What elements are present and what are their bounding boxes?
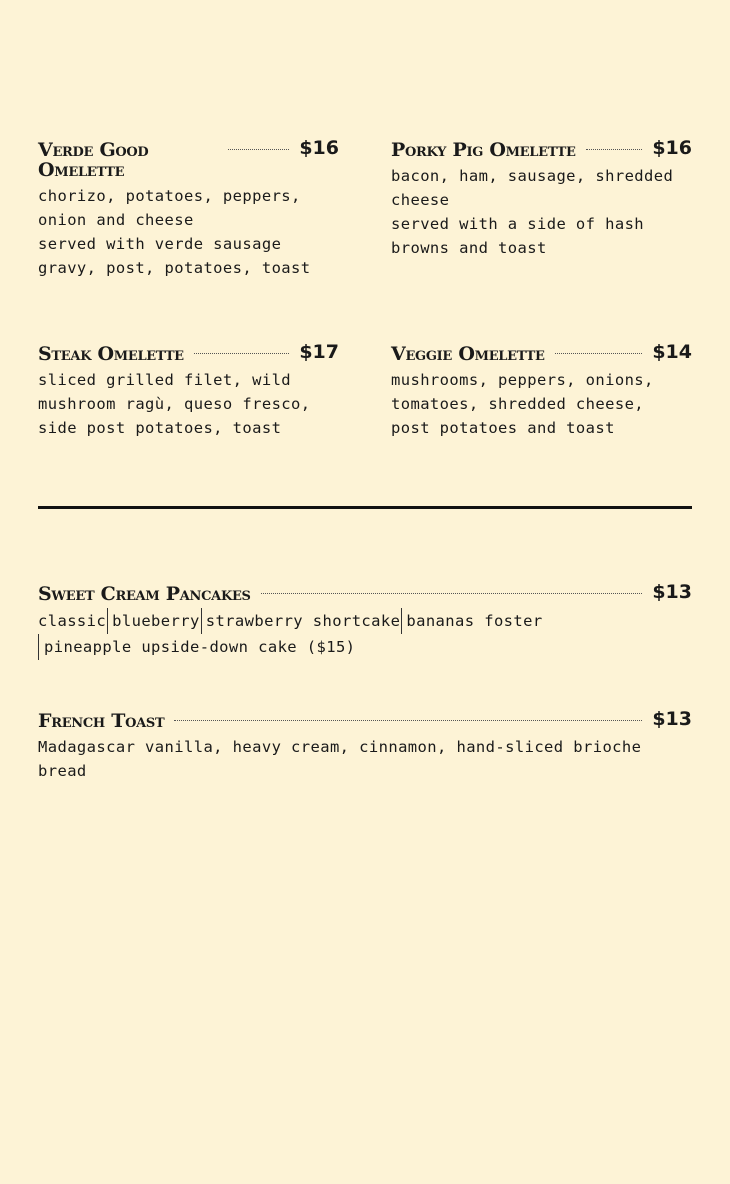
section-divider bbox=[38, 506, 692, 509]
item-header bbox=[38, 709, 692, 731]
item-header bbox=[38, 342, 339, 364]
item-header bbox=[38, 138, 339, 180]
menu-item-sweet-cream-pancakes bbox=[38, 582, 692, 660]
item-price: $16 bbox=[299, 137, 339, 159]
description-line: served with a side of hash browns and toast bbox=[391, 215, 645, 257]
menu-item-french-toast bbox=[38, 709, 692, 783]
menu-item-veggie-omelette bbox=[391, 342, 692, 440]
item-name: Veggie Omelette bbox=[391, 343, 545, 365]
description-line: sliced grilled filet, wild mushroom ragù, queso fresco, side post potatoes, toast bbox=[38, 371, 311, 437]
item-name: Porky Pig Omelette bbox=[391, 139, 576, 161]
item-name: Verde Good Omelette bbox=[38, 139, 149, 181]
item-header bbox=[391, 138, 692, 160]
dotted-leader bbox=[261, 593, 643, 594]
menu-item-porky-pig-omelette bbox=[391, 138, 692, 280]
dotted-leader bbox=[174, 720, 642, 721]
item-description bbox=[38, 368, 339, 440]
item-description: Madagascar vanilla, heavy cream, cinnamon, hand-sliced brioche bread bbox=[38, 738, 642, 780]
dotted-leader bbox=[228, 149, 289, 150]
item-description bbox=[391, 164, 692, 260]
item-name: Sweet Cream Pancakes bbox=[38, 583, 251, 605]
variant-option: bananas foster bbox=[401, 608, 542, 634]
description-line: chorizo, potatoes, peppers, onion and cheese bbox=[38, 187, 301, 229]
item-name: French Toast bbox=[38, 710, 165, 732]
item-name: Steak Omelette bbox=[38, 343, 184, 365]
item-header bbox=[38, 582, 692, 604]
description-line: bacon, ham, sausage, shredded cheese bbox=[391, 167, 674, 209]
variant-option: pineapple upside-down cake ($15) bbox=[38, 634, 355, 660]
dotted-leader bbox=[194, 353, 290, 354]
description-line: served with verde sausage gravy, post, potatoes, toast bbox=[38, 235, 311, 277]
item-description bbox=[38, 184, 339, 280]
item-header bbox=[391, 342, 692, 364]
item-price: $13 bbox=[652, 581, 692, 603]
dotted-leader bbox=[586, 149, 643, 150]
variant-option: strawberry shortcake bbox=[201, 608, 401, 634]
item-price: $13 bbox=[652, 708, 692, 730]
menu-item-steak-omelette bbox=[38, 342, 339, 440]
item-description bbox=[391, 368, 692, 440]
description-line: mushrooms, peppers, onions, tomatoes, shredded cheese, post potatoes and toast bbox=[391, 371, 654, 437]
pancake-variants bbox=[38, 608, 692, 660]
item-price: $14 bbox=[652, 341, 692, 363]
variant-option: classic bbox=[38, 612, 107, 630]
omelettes-section bbox=[38, 138, 692, 440]
item-price: $17 bbox=[299, 341, 339, 363]
item-price: $16 bbox=[652, 137, 692, 159]
menu-item-verde-good-omelette bbox=[38, 138, 339, 280]
dotted-leader bbox=[555, 353, 643, 354]
variant-option: blueberry bbox=[107, 608, 200, 634]
